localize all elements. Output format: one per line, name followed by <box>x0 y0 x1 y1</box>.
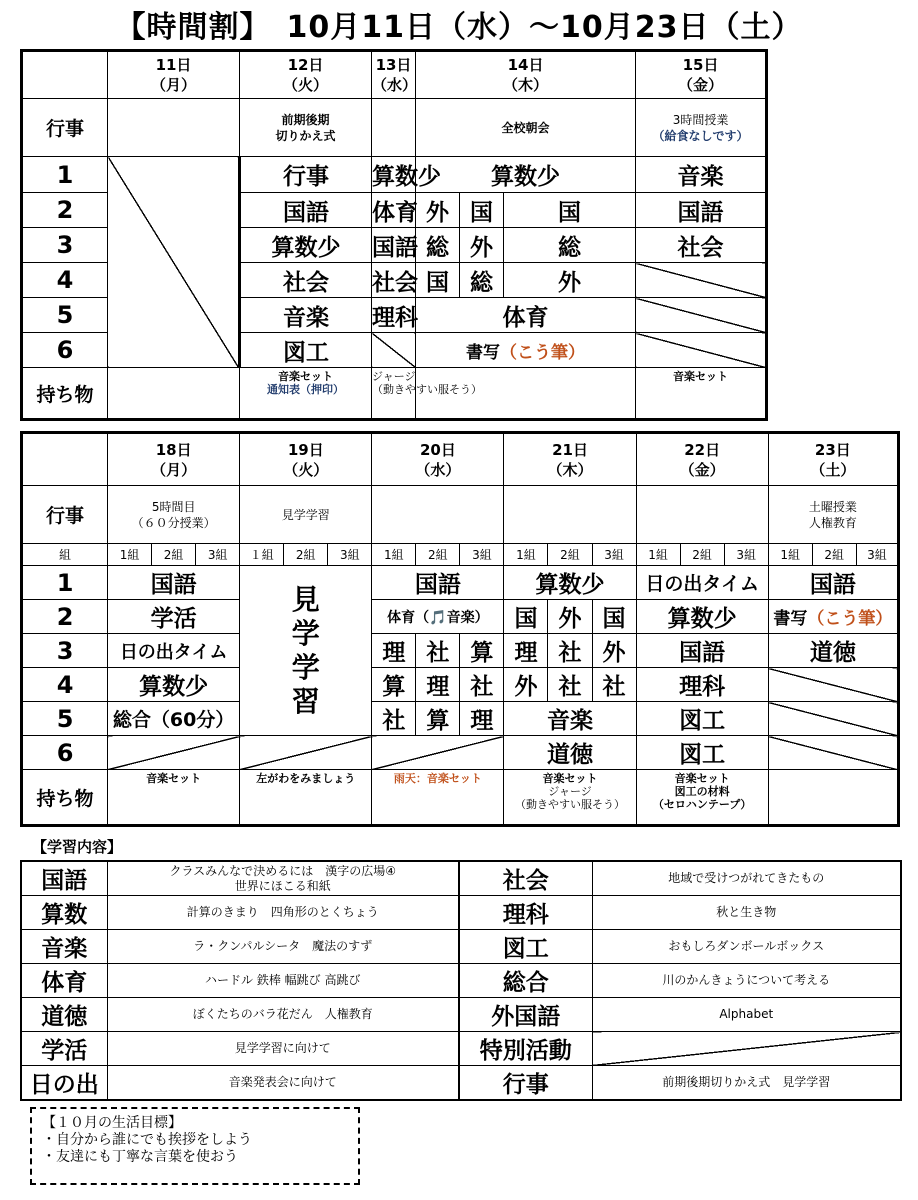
study-content: Alphabet <box>592 998 901 1032</box>
event-cell: 全校朝会 <box>416 99 636 157</box>
study-subject: 日の出 <box>21 1066 107 1101</box>
event-cell: 3時間授業 （給食なしです） <box>636 99 767 157</box>
subject-cell: 音楽 <box>240 298 372 333</box>
subject-cell: 算数少 <box>108 668 240 702</box>
subject-cell: 理 <box>460 702 504 736</box>
group-label: 2組 <box>812 544 856 566</box>
period-label: 6 <box>22 736 108 770</box>
study-content: 音楽発表会に向けて <box>107 1066 459 1101</box>
subject-cell: 体育（🎵音楽） <box>372 600 504 634</box>
subject-cell: 算 <box>460 634 504 668</box>
corner-cell <box>22 433 108 486</box>
no-class-cell <box>240 736 372 770</box>
goal-item: ・友達にも丁寧な言葉を使おう <box>42 1149 238 1165</box>
study-subject: 行事 <box>459 1066 592 1101</box>
subject-cell: 行事 <box>240 157 372 193</box>
subject-cell: 国 <box>504 193 636 228</box>
subject-cell: 外 <box>548 600 592 634</box>
day-header: 18日 （月） <box>108 433 240 486</box>
subject-cell: 社 <box>548 634 592 668</box>
no-class-cell <box>636 263 767 298</box>
subject-cell: 体育 <box>416 298 636 333</box>
study-subject: 国語 <box>21 861 107 896</box>
items-cell: 音楽セット 通知表（押印） <box>240 368 372 420</box>
study-subject: 算数 <box>21 896 107 930</box>
items-cell: 音楽セット <box>108 770 240 826</box>
subject-cell: 社会 <box>240 263 372 298</box>
subject-cell: 算数少 <box>416 157 636 193</box>
timetable-week1 <box>20 49 768 421</box>
day-header: 15日 （金） <box>636 51 767 99</box>
subject-cell: 書写（こう筆） <box>768 600 898 634</box>
group-label: 3組 <box>724 544 768 566</box>
day-header: 21日 （木） <box>504 433 636 486</box>
subject-cell: 総 <box>504 228 636 263</box>
subject-cell: 理 <box>504 634 548 668</box>
subject-cell: 国語 <box>240 193 372 228</box>
study-content: 前期後期切りかえ式 見学学習 <box>592 1066 901 1101</box>
period-label: 1 <box>22 157 108 193</box>
study-content: 計算のきまり 四角形のとくちょう <box>107 896 459 930</box>
period-label: 5 <box>22 702 108 736</box>
items-row-label: 持ち物 <box>22 368 108 420</box>
subject-cell: 国 <box>592 600 636 634</box>
subject-cell: 社 <box>372 702 416 736</box>
timetable-week2 <box>20 431 900 827</box>
subject-cell: 外 <box>504 263 636 298</box>
subject-cell: 国語 <box>636 193 767 228</box>
group-label: 1組 <box>372 544 416 566</box>
day-header: 19日 （火） <box>240 433 372 486</box>
subject-cell: 社 <box>548 668 592 702</box>
subject-cell: 算数少 <box>504 566 636 600</box>
subject-cell: 理 <box>416 668 460 702</box>
day-header: 20日 （水） <box>372 433 504 486</box>
no-class-cell <box>372 736 504 770</box>
subject-cell: 算数少 <box>240 228 372 263</box>
group-label: 1組 <box>636 544 680 566</box>
group-label: 1組 <box>768 544 812 566</box>
period-label: 1 <box>22 566 108 600</box>
study-content: 川のかんきょうについて考える <box>592 964 901 998</box>
day-header: 22日 （金） <box>636 433 768 486</box>
subject-cell: 図工 <box>636 736 768 770</box>
subject-cell: 音楽 <box>504 702 636 736</box>
subject-cell: 道徳 <box>768 634 898 668</box>
study-subject: 音楽 <box>21 930 107 964</box>
day-header: 11日 （月） <box>108 51 240 99</box>
event-row-label: 行事 <box>22 486 108 544</box>
group-label: 2組 <box>548 544 592 566</box>
study-subject: 理科 <box>459 896 592 930</box>
period-label: 3 <box>22 228 108 263</box>
subject-cell: 社会 <box>636 228 767 263</box>
goal-item: ・自分から誰にでも挨拶をしよう <box>42 1132 252 1148</box>
group-label: 1組 <box>108 544 152 566</box>
study-content-table <box>20 860 902 1101</box>
subject-cell: 日の出タイム <box>108 634 240 668</box>
study-content: 地域で受けつがれてきたもの <box>592 861 901 896</box>
no-class-cell <box>768 702 898 736</box>
event-cell: 5時間目 （６０分授業） <box>108 486 240 544</box>
subject-cell: 国 <box>416 263 460 298</box>
items-cell: 左がわをみましょう <box>240 770 372 826</box>
study-subject: 体育 <box>21 964 107 998</box>
subject-cell: 外 <box>504 668 548 702</box>
event-cell <box>636 486 768 544</box>
period-label: 2 <box>22 600 108 634</box>
study-subject: 外国語 <box>459 998 592 1032</box>
subject-cell: 学活 <box>108 600 240 634</box>
day-header: 13日 （水） <box>372 51 416 99</box>
subject-cell: 総 <box>416 228 460 263</box>
event-cell <box>504 486 636 544</box>
study-subject: 総合 <box>459 964 592 998</box>
study-subject: 道徳 <box>21 998 107 1032</box>
subject-cell: 外 <box>592 634 636 668</box>
items-cell: ジャージ （動きやすい服そう） <box>372 368 416 420</box>
group-row-label: 組 <box>22 544 108 566</box>
group-label: 3組 <box>460 544 504 566</box>
field-trip-cell: 見 学 学 習 <box>240 566 372 736</box>
event-cell: 見学学習 <box>240 486 372 544</box>
subject-cell: 国 <box>504 600 548 634</box>
group-label: 2組 <box>680 544 724 566</box>
subject-cell: 国 <box>460 193 504 228</box>
group-label: 2組 <box>152 544 196 566</box>
subject-cell: 外 <box>416 193 460 228</box>
items-cell <box>768 770 898 826</box>
corner-cell <box>22 51 108 99</box>
study-content: ぼくたちのバラ花だん 人権教育 <box>107 998 459 1032</box>
subject-cell: 社会 <box>372 263 416 298</box>
subject-cell: 日の出タイム <box>636 566 768 600</box>
event-cell <box>372 486 504 544</box>
subject-cell: 総 <box>460 263 504 298</box>
period-label: 6 <box>22 333 108 368</box>
items-cell: 雨天：音楽セット <box>372 770 504 826</box>
event-cell: 土曜授業 人権教育 <box>768 486 898 544</box>
study-content: ハードル 鉄棒 幅跳び 高跳び <box>107 964 459 998</box>
page-title: 【時間割】 10月11日（水）～10月23日（土） <box>115 10 803 45</box>
goals-title: 【１０月の生活目標】 <box>42 1115 182 1131</box>
group-label: 3組 <box>592 544 636 566</box>
group-label: 1組 <box>504 544 548 566</box>
group-label: １組 <box>240 544 284 566</box>
subject-cell: 社 <box>416 634 460 668</box>
items-cell: 音楽セット <box>636 368 767 420</box>
study-content: おもしろダンボールボックス <box>592 930 901 964</box>
subject-cell: 外 <box>460 228 504 263</box>
subject-cell: 算 <box>416 702 460 736</box>
day-header: 12日 （火） <box>240 51 372 99</box>
items-cell <box>108 368 240 420</box>
subject-cell: 社 <box>592 668 636 702</box>
event-cell <box>108 99 240 157</box>
study-content: クラスみんなで決めるには 漢字の広場④ 世界にほこる和紙 <box>107 861 459 896</box>
monthly-goals-box <box>30 1107 360 1185</box>
subject-cell: 図工 <box>636 702 768 736</box>
subject-cell: 算数少 <box>372 157 416 193</box>
subject-cell: 理科 <box>372 298 416 333</box>
subject-cell: 国語 <box>108 566 240 600</box>
group-label: 3組 <box>856 544 898 566</box>
no-class-cell <box>372 333 416 368</box>
subject-cell: 国語 <box>768 566 898 600</box>
no-class-cell <box>108 736 240 770</box>
event-cell <box>372 99 416 157</box>
period-label: 3 <box>22 634 108 668</box>
items-row-label: 持ち物 <box>22 770 108 826</box>
items-cell <box>416 368 636 420</box>
period-label: 4 <box>22 263 108 298</box>
subject-cell: 理科 <box>636 668 768 702</box>
subject-cell: 社 <box>460 668 504 702</box>
subject-cell: 国語 <box>636 634 768 668</box>
group-label: 2組 <box>284 544 328 566</box>
subject-cell: 理 <box>372 634 416 668</box>
day-header: 23日 （土） <box>768 433 898 486</box>
period-label: 5 <box>22 298 108 333</box>
study-subject: 特別活動 <box>459 1032 592 1066</box>
study-content: ラ・クンパルシータ 魔法のすず <box>107 930 459 964</box>
group-label: 3組 <box>196 544 240 566</box>
subject-cell: 国語 <box>372 566 504 600</box>
no-class-cell <box>768 668 898 702</box>
study-section-label: 【学習内容】 <box>32 838 123 856</box>
no-class-cell <box>636 298 767 333</box>
no-class-cell <box>108 157 240 368</box>
group-label: 2組 <box>416 544 460 566</box>
event-cell: 前期後期 切りかえ式 <box>240 99 372 157</box>
day-header: 14日 （木） <box>416 51 636 99</box>
study-content: 見学学習に向けて <box>107 1032 459 1066</box>
no-class-cell <box>636 333 767 368</box>
no-class-cell <box>768 736 898 770</box>
period-label: 2 <box>22 193 108 228</box>
subject-cell: 道徳 <box>504 736 636 770</box>
subject-cell: 図工 <box>240 333 372 368</box>
subject-cell: 総合（60分） <box>108 702 240 736</box>
subject-cell: 書写（こう筆） <box>416 333 636 368</box>
event-row-label: 行事 <box>22 99 108 157</box>
study-subject: 図工 <box>459 930 592 964</box>
subject-cell: 算 <box>372 668 416 702</box>
subject-cell: 国語 <box>372 228 416 263</box>
subject-cell: 算数少 <box>636 600 768 634</box>
items-cell: 音楽セット ジャージ （動きやすい服そう） <box>504 770 636 826</box>
items-cell: 音楽セット 図工の材料 （セロハンテープ） <box>636 770 768 826</box>
study-subject: 学活 <box>21 1032 107 1066</box>
study-subject: 社会 <box>459 861 592 896</box>
study-content: 秋と生き物 <box>592 896 901 930</box>
study-content <box>592 1032 901 1066</box>
subject-cell: 音楽 <box>636 157 767 193</box>
group-label: 3組 <box>328 544 372 566</box>
period-label: 4 <box>22 668 108 702</box>
subject-cell: 体育 <box>372 193 416 228</box>
